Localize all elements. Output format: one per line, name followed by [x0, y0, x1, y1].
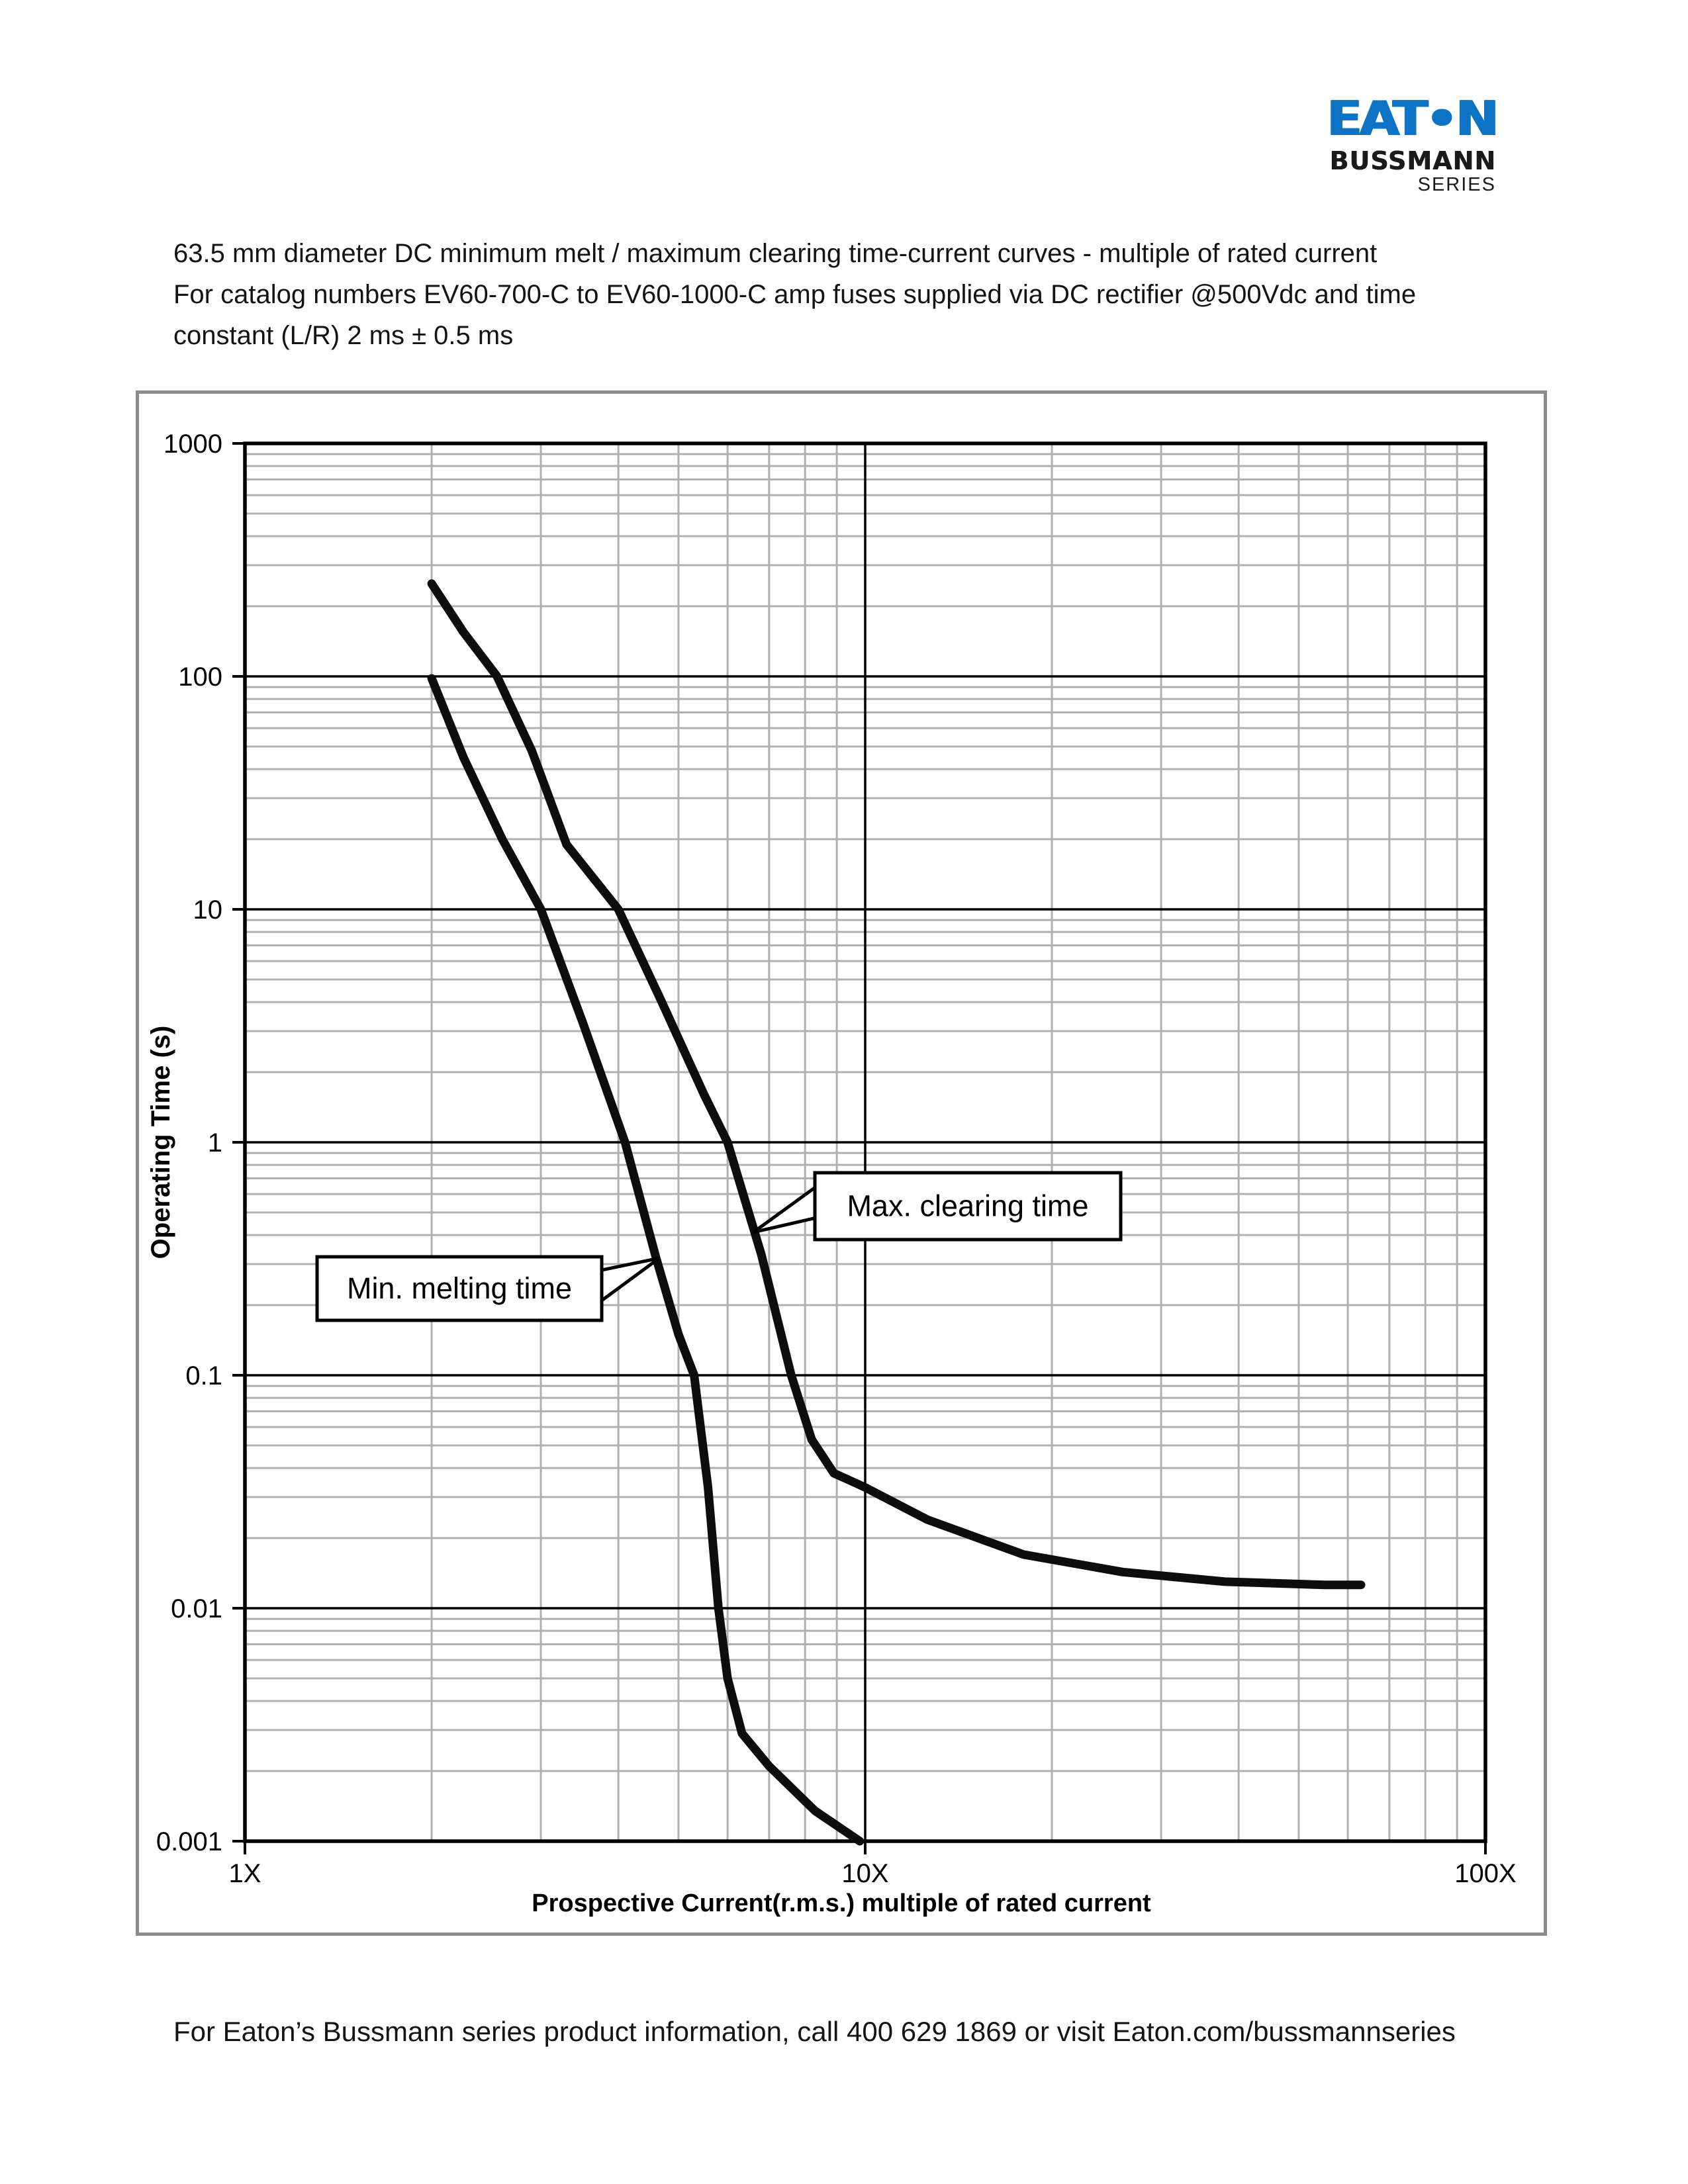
x-tick-labels — [229, 1859, 1517, 1888]
description-line-2: For catalog numbers EV60-700-C to EV60-1000-C amp fuses supplied via DC rectifier @500Vdc and time — [173, 280, 1417, 309]
callout-min-melting-time — [317, 1257, 659, 1320]
x-axis-title: Prospective Current(r.m.s.) multiple of rated current — [532, 1889, 1151, 1917]
callout-max-clearing-time — [753, 1173, 1121, 1240]
y-tick-label: 0.01 — [171, 1594, 222, 1623]
axis-ticks — [232, 443, 1485, 1854]
y-tick-label: 100 — [178, 662, 222, 692]
x-tick-label: 100X — [1454, 1859, 1517, 1888]
max-clearing-time-curve — [432, 584, 1361, 1585]
eaton-wordmark: EAT•N — [1327, 91, 1496, 147]
series-label: SERIES — [1417, 174, 1496, 195]
description-line-3: constant (L/R) 2 ms ± 0.5 ms — [173, 321, 514, 350]
y-axis-title: Operating Time (s) — [146, 1025, 175, 1259]
y-tick-label: 10 — [193, 895, 222, 925]
x-tick-label: 1X — [228, 1859, 261, 1888]
callout-label: Min. melting time — [346, 1271, 573, 1305]
footer-text: For Eaton’s Bussmann series product information, call 400 629 1869 or visit Eaton.com/bussmannseries — [173, 2016, 1456, 2047]
callout-label: Max. clearing time — [847, 1189, 1089, 1223]
description-line-1: 63.5 mm diameter DC minimum melt / maximum clearing time-current curves - multiple of rated current — [173, 239, 1378, 268]
bussmann-label: BUSSMANN — [1329, 146, 1496, 175]
x-tick-label: 10X — [841, 1859, 889, 1888]
y-tick-label: 0.001 — [156, 1827, 222, 1856]
y-tick-label: 1000 — [164, 430, 222, 459]
y-tick-label: 1 — [207, 1128, 222, 1158]
y-tick-label: 0.1 — [185, 1361, 222, 1390]
